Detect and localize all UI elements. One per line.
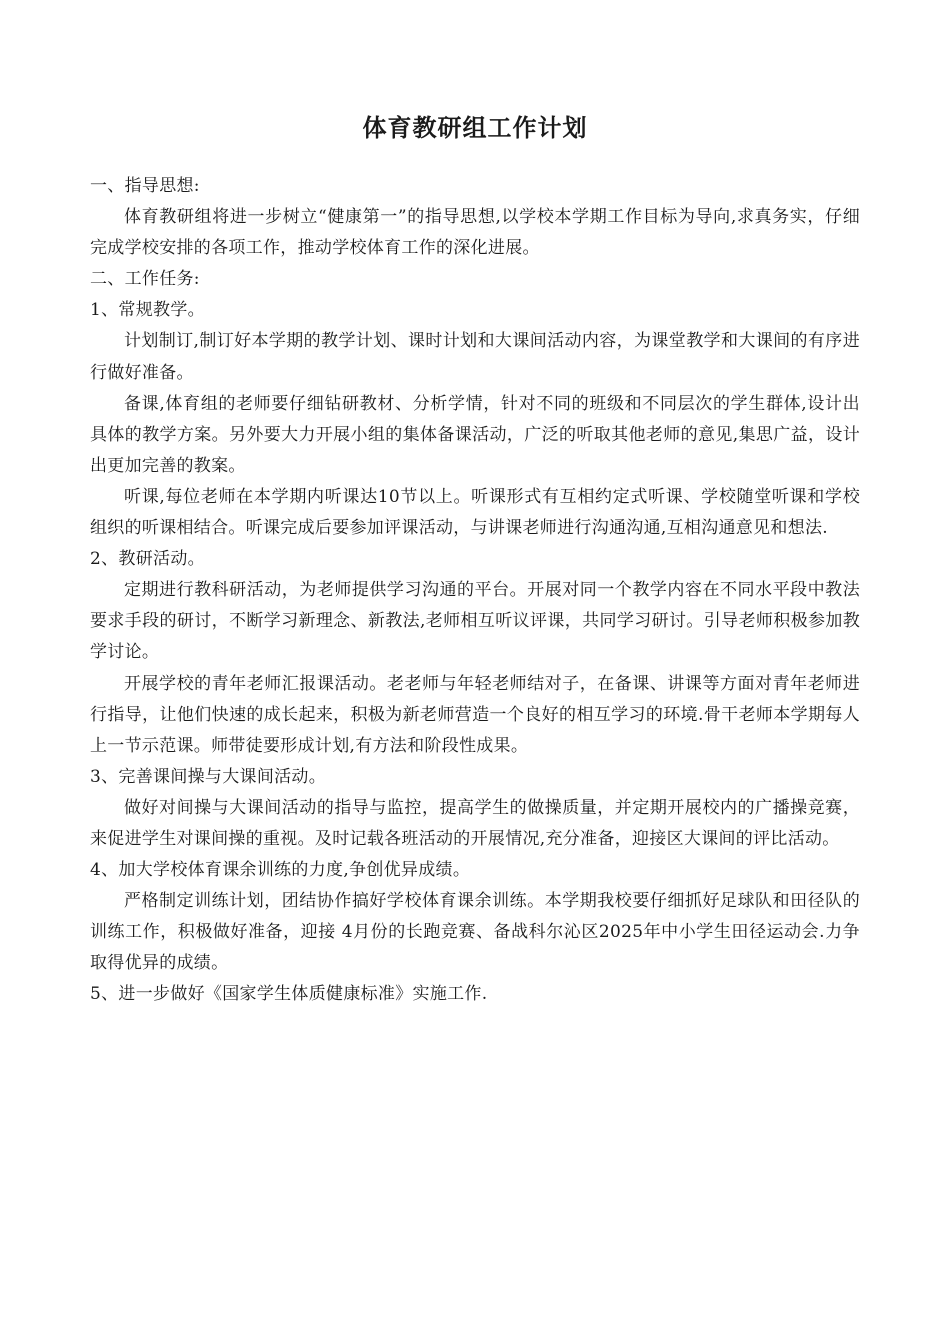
- section-heading-guiding-ideology: 一、指导思想:: [90, 176, 200, 196]
- subheading-exercise-activities: 3、完善课间操与大课间活动。: [90, 766, 327, 787]
- document-body: [90, 171, 860, 1011]
- subheading-after-school-training: 4、加大学校体育课余训练的力度,争创优异成绩。: [90, 860, 471, 881]
- section-heading-work-tasks: 二、工作任务:: [90, 269, 200, 290]
- paragraph-lesson-observation: 听课,每位老师在本学期内听课达10节以上。听课形式有互相约定式听课、学校随堂听课和学校组织的听课相结合。听课完成后要参加评课活动，与讲课老师进行沟通沟通,互相沟通意见和想法.: [90, 486, 860, 539]
- paragraph-exercise-activities: 做好对间操与大课间活动的指导与监控，提高学生的做操质量，并定期开展校内的广播操竞赛，来促进学生对课间操的重视。及时记载各班活动的开展情况,充分准备，迎接区大课间的评比活动。: [90, 797, 860, 849]
- paragraph-research-activities: 定期进行教科研活动，为老师提供学习沟通的平台。开展对同一个教学内容在不同水平段中教法要求手段的研讨，不断学习新理念、新教法,老师相互听议评课，共同学习研讨。引导老师积极参加教学讨论。: [90, 580, 860, 663]
- paragraph-plan-making: 计划制订,制订好本学期的教学计划、课时计划和大课间活动内容，为课堂教学和大课间的有序进行做好准备。: [90, 331, 860, 383]
- paragraph-lesson-prep: 备课,体育组的老师要仔细钻研教材、分析学情，针对不同的班级和不同层次的学生群体,设计出具体的教学方案。另外要大力开展小组的集体备课活动，广泛的听取其他老师的意见,集思广益，设计出更加完善的教案。: [90, 393, 860, 476]
- subheading-teaching-research: 2、教研活动。: [90, 549, 205, 570]
- subheading-routine-teaching: 1、常规教学。: [90, 300, 205, 321]
- paragraph-young-teachers: 开展学校的青年老师汇报课活动。老老师与年轻老师结对子，在备课、讲课等方面对青年老师进行指导，让他们快速的成长起来，积极为新老师营造一个良好的相互学习的环境.骨干老师本学期每人上一节示范课。师带徒要形成计划,有方法和阶段性成果。: [90, 673, 860, 756]
- subheading-health-standard: 5、进一步做好《国家学生体质健康标准》实施工作.: [90, 984, 488, 1005]
- paragraph-guiding-ideology: 体育教研组将进一步树立“健康第一”的指导思想,以学校本学期工作目标为导向,求真务实，仔细完成学校安排的各项工作，推动学校体育工作的深化进展。: [90, 207, 860, 259]
- paragraph-after-school-training: 严格制定训练计划，团结协作搞好学校体育课余训练。本学期我校要仔细抓好足球队和田径队的训练工作，积极做好准备，迎接 4月份的长跑竞赛、备战科尔沁区2025年中小学生田径运动会.力争取得优异的成绩。: [90, 891, 860, 974]
- document-title: 体育教研组工作计划: [362, 114, 588, 142]
